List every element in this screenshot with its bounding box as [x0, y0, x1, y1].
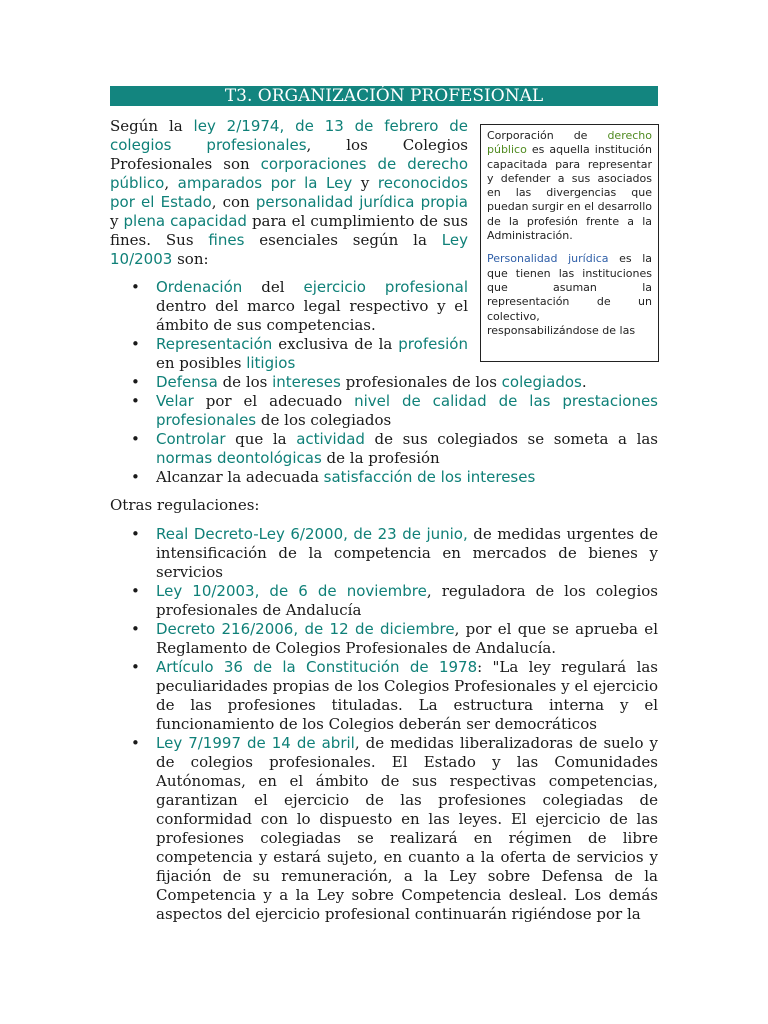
list-item: • Alcanzar la adecuada satisfacción de los intereses: [131, 468, 536, 486]
bullet-icon: •: [131, 335, 140, 353]
highlight-term: reconocidos por el Estado: [110, 174, 468, 211]
list-item: • Decreto 216/2006, de 12 de diciembre, por el que se aprueba el Reglamento de Colegios Profesionales de Andalucía.: [131, 620, 658, 657]
bullet-icon: •: [131, 658, 140, 676]
list-item: • Controlar que la actividad de sus colegiados se someta a las normas deontológicas de la profesión: [131, 430, 659, 467]
list-item: • Representación exclusiva de la profesión en posibles litigios: [131, 335, 468, 372]
highlight-term: Ley 10/2003: [110, 231, 468, 268]
bullet-icon: •: [131, 392, 140, 410]
list-item: • Artículo 36 de la Constitución de 1978: "La ley regulará las peculiaridades propias de los Colegios Profesionales y el ejercicio de las profesiones tituladas. La estructura interna y el funcionamiento de los Colegios deberán ser democráticos: [131, 658, 659, 733]
list-item: • Velar por el adecuado nivel de calidad de las prestaciones profesionales de los colegiados: [131, 392, 658, 429]
regulaciones-list: [110, 525, 658, 924]
definition-personalidad-juridica: Personalidad jurídica es la que tienen las instituciones que asuman la representación de un colectivo, responsabilizándose de las: [487, 252, 653, 337]
highlight-term: ley 2/1974, de 13 de febrero de colegios profesionales: [110, 117, 468, 154]
definition-derecho-publico: Corporación de derecho público es aquella institución capacitada para representar y defender a sus asociados en las divergencias que puedan surgir en el desarrollo de la profesión frente a la Administración.: [487, 129, 652, 243]
highlight-term: personalidad jurídica propia: [255, 193, 468, 211]
list-item: • Real Decreto-Ley 6/2000, de 23 de junio, de medidas urgentes de intensificación de la competencia en mercados de bienes y servicios: [131, 525, 658, 581]
definition-term: Personalidad jurídica: [487, 252, 609, 266]
fines-list: [110, 278, 658, 487]
definition-term: derecho público: [487, 129, 652, 157]
bullet-icon: •: [131, 430, 140, 448]
list-item: • Ley 7/1997 de 14 de abril, de medidas liberalizadoras de suelo y de colegios profesionales. El Estado y las Comunidades Autónomas, en el ámbito de sus respectivas competencias, garantizan el ejercicio de las profesiones colegiadas de conformidad con lo dispuesto en las leyes. El ejercicio de las profesiones colegiadas se realizará en régimen de libre competencia y estará sujeto, en cuanto a la oferta de servicios y fijación de su remuneración, a la Ley sobre Defensa de la Competencia y a la Ley sobre Competencia desleal. Los demás aspectos del ejercicio profesional continuarán rigiéndose por la: [131, 734, 658, 923]
bullet-icon: •: [131, 373, 140, 391]
highlight-term: fines: [208, 231, 245, 249]
bullet-icon: •: [131, 582, 140, 600]
bullet-icon: •: [131, 278, 140, 296]
intro-paragraph: Según la ley 2/1974, de 13 de febrero de colegios profesionales, los Colegios Profesionales son corporaciones de derecho público, amparados por la Ley y reconocidos por el Estado, con personalidad jurídica propia y plena capacidad para el cumplimiento de sus fines. Sus fines esenciales según la Ley 10/2003 son:: [110, 117, 469, 268]
section-heading: Otras regulaciones:: [110, 496, 260, 514]
list-item: • Defensa de los intereses profesionales de los colegiados.: [131, 373, 587, 391]
list-item: • Ley 10/2003, de 6 de noviembre, reguladora de los colegios profesionales de Andalucía: [131, 582, 658, 619]
highlight-term: amparados por la Ley: [177, 174, 353, 192]
highlight-term: plena capacidad: [123, 212, 247, 230]
list-item: • Ordenación del ejercicio profesional dentro del marco legal respectivo y el ámbito de sus competencias.: [131, 278, 468, 334]
bullet-icon: •: [131, 468, 140, 486]
bullet-icon: •: [131, 525, 140, 543]
bullet-icon: •: [131, 734, 140, 752]
bullet-icon: •: [131, 620, 140, 638]
highlight-term: corporaciones de derecho público: [110, 155, 469, 192]
page-title: T3. ORGANIZACIÓN PROFESIONAL: [110, 86, 658, 106]
